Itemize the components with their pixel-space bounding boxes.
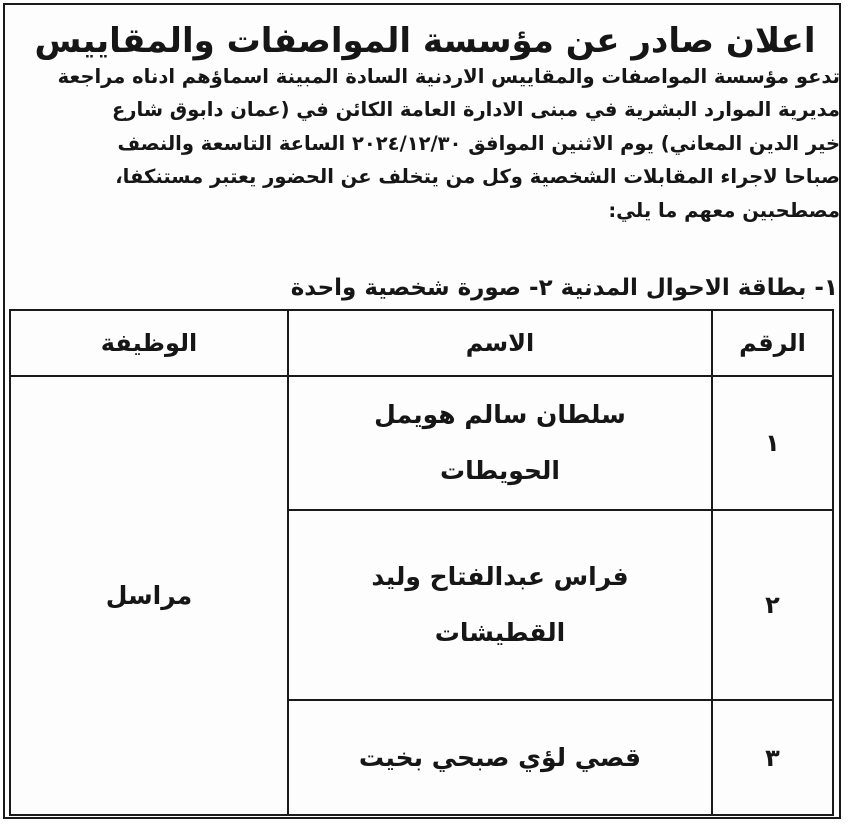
announcement-title: اعلان صادر عن مؤسسة المواصفات والمقاييس xyxy=(34,21,816,61)
body-line: صباحا لاجراء المقابلات الشخصية وكل من يتخلف عن الحضور يعتبر مستنكفا، xyxy=(115,165,840,189)
required-documents: ١- بطاقة الاحوال المدنية ٢- صورة شخصية واحدة xyxy=(290,275,838,301)
row-number: ٢ xyxy=(712,510,833,700)
row-name xyxy=(288,376,712,510)
body-line: خير الدين المعاني) يوم الاثنين الموافق ٢٠٢٤/١٢/٣٠ الساعة التاسعة والنصف xyxy=(117,131,840,155)
header-name: الاسم xyxy=(288,310,712,376)
header-number: الرقم xyxy=(712,310,833,376)
table-row xyxy=(10,376,833,510)
applicant-name: قصي لؤي صبحي بخيت xyxy=(358,742,642,772)
row-number: ١ xyxy=(712,376,833,510)
body-line: مصطحبين معهم ما يلي: xyxy=(608,198,840,222)
applicant-name: سلطان سالم هويمل الحويطات xyxy=(374,400,626,485)
announcement-body xyxy=(10,60,840,227)
table-header-row xyxy=(10,310,833,376)
job-title: مراسل xyxy=(10,376,288,815)
row-name xyxy=(288,510,712,700)
row-number: ٣ xyxy=(712,700,833,815)
applicants-table xyxy=(9,309,834,816)
body-line: مديرية الموارد البشرية في مبنى الادارة العامة الكائن في (عمان دابوق شارع xyxy=(111,98,840,122)
applicant-name: فراس عبدالفتاح وليد القطيشات xyxy=(371,562,629,647)
body-line: تدعو مؤسسة المواصفات والمقاييس الاردنية السادة المبينة اسماؤهم ادناه مراجعة xyxy=(57,65,840,88)
row-name xyxy=(288,700,712,815)
header-job: الوظيفة xyxy=(10,310,288,376)
